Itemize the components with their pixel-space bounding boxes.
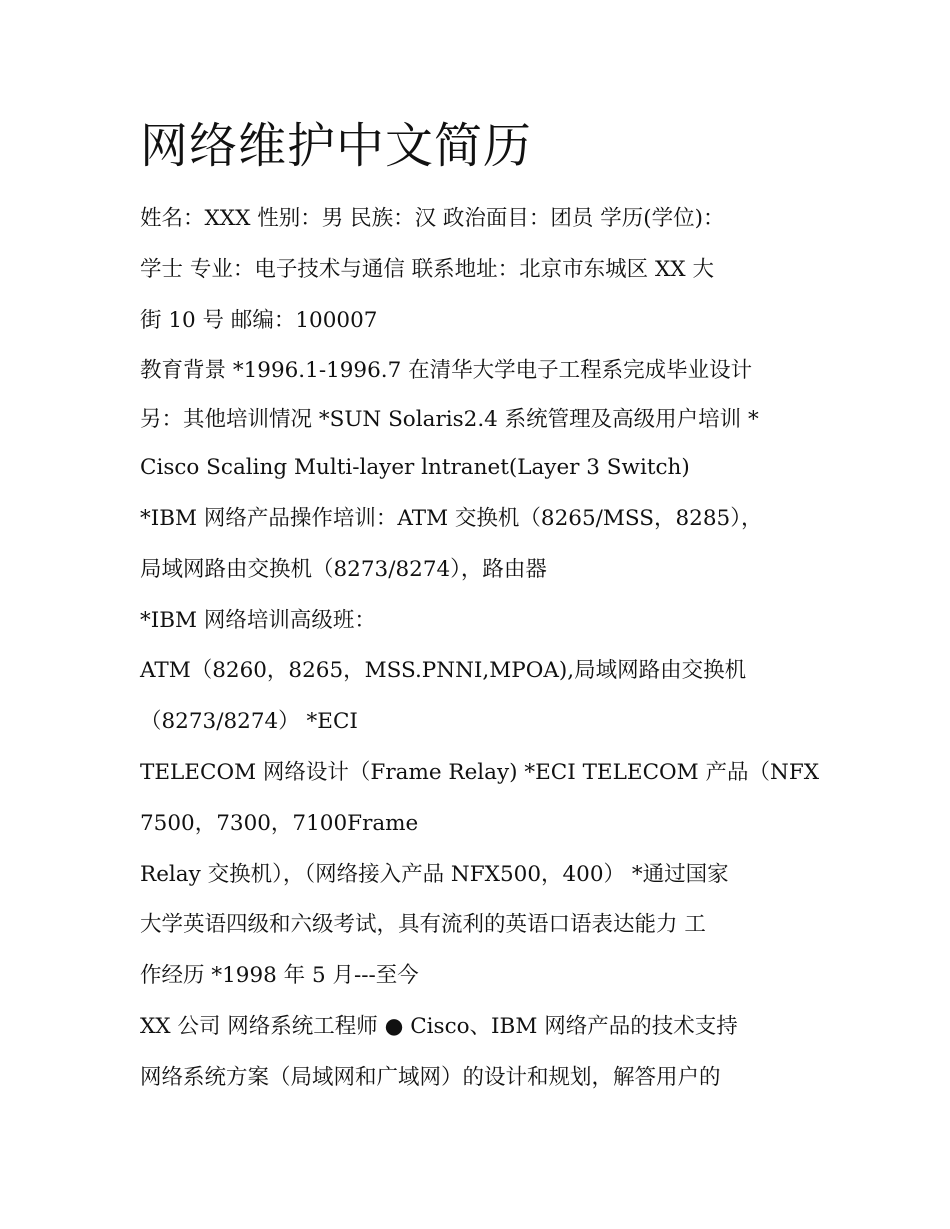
text-line: 教育背景 *1996.1-1996.7 在清华大学电子工程系完成毕业设计 — [140, 358, 753, 384]
document-body — [140, 112, 820, 1104]
text-line: 作经历 *1998 年 5 月---至今 — [140, 963, 419, 989]
text-line: 学士 专业：电子技术与通信 联系地址：北京市东城区 XX 大 — [140, 256, 714, 282]
text-line: 7500，7300，7100Frame — [140, 810, 419, 836]
text-line: 街 10 号 邮编：100007 — [140, 307, 378, 333]
text-line: XX 公司 网络系统工程师 ● Cisco、IBM 网络产品的技术支持 — [140, 1013, 738, 1039]
text-line: 局域网路由交换机（8273/8274），路由器 — [140, 556, 547, 582]
text-line: （8273/8274） *ECI — [140, 709, 358, 735]
text-line: 姓名：XXX 性别：男 民族：汉 政治面目：团员 学历(学位)： — [140, 206, 725, 231]
text-line: Cisco Scaling Multi-layer lntranet(Layer 3 Switch) — [140, 455, 690, 481]
text-line: *IBM 网络培训高级班： — [140, 607, 376, 633]
text-line: 另：其他培训情况 *SUN Solaris2.4 系统管理及高级用户培训 * — [140, 407, 759, 433]
text-line: TELECOM 网络设计（Frame Relay) *ECI TELECOM 产品（NFX — [140, 759, 820, 785]
text-line: Relay 交换机），（网络接入产品 NFX500，400） *通过国家 — [140, 861, 729, 887]
text-line: 大学英语四级和六级考试，具有流利的英语口语表达能力 工 — [140, 912, 706, 938]
text-line: *IBM 网络产品操作培训：ATM 交换机（8265/MSS，8285）， — [140, 505, 763, 531]
text-line: 网络系统方案（局域网和广域网）的设计和规划，解答用户的 — [140, 1064, 721, 1090]
text-line: ATM（8260，8265，MSS.PNNI,MPOA),局域网路由交换机 — [140, 658, 747, 684]
document-title: 网络维护中文简历 — [140, 118, 533, 174]
